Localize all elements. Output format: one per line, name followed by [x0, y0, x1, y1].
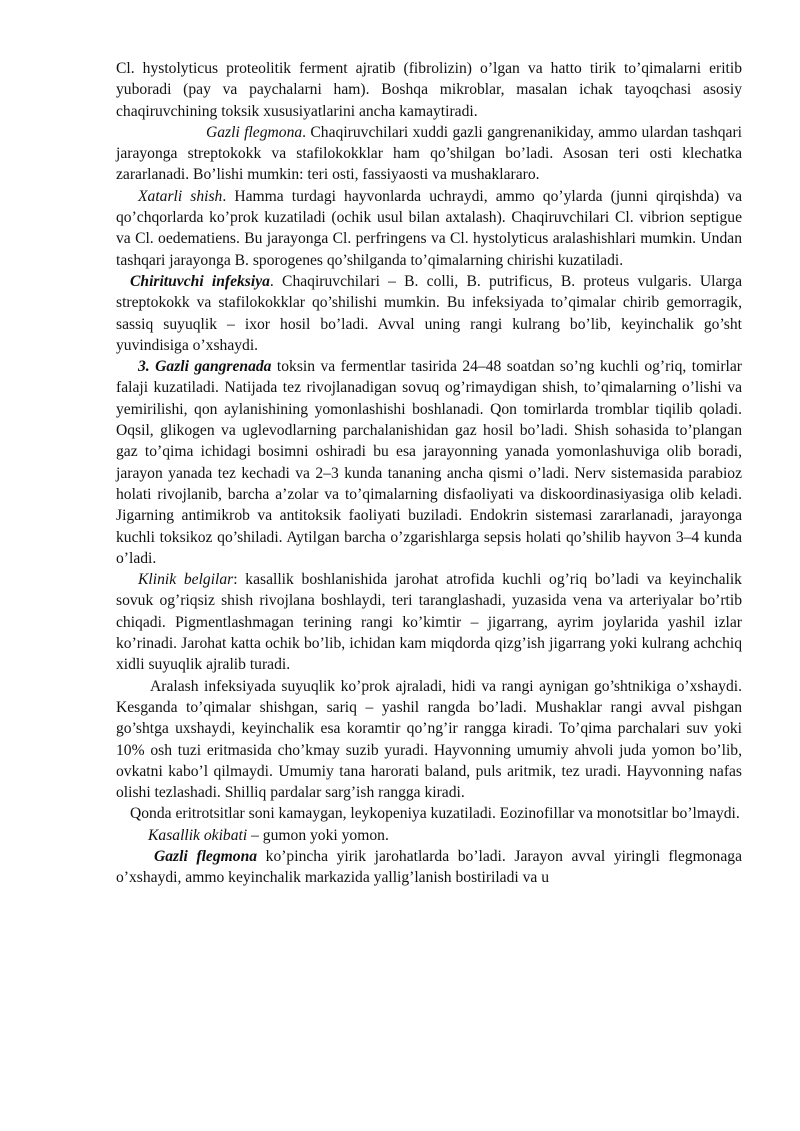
- paragraph-text: Cl. hystolyticus proteolitik ferment ajratib (fibrolizin) o’lgan va hatto tirik to’qimalarni eritib yuboradi (pay va paychalarni ham). Boshqa mikroblar, masalan ichak tayoqchasi asosiy chaqiruvchining toksik xususiyatlarini ancha kamaytiradi.: [116, 60, 742, 120]
- paragraph-text: – gumon yoki yomon.: [247, 826, 389, 844]
- paragraph-text: Aralash infeksiyada suyuqlik ko’prok ajraladi, hidi va rangi aynigan go’shtnikiga o’xshaydi. Kesganda to’qimalar shishgan, sariq – yashil rangda bo’ladi. Mushaklar rangi avval pishgan go’shtga uxshaydi, keyinchalik esa koramtir qo’ng’ir rangga kiradi. To’qima parchalari suv yoki 10% osh tuzi eritmasida cho’kmay suzib yuradi. Hayvonning umumiy ahvoli juda yomon bo’lib, ovkatni kabo’l qilmaydi. Umumiy tana harorati baland, puls aritmik, tez uradi. Hayvonning nafas olishi tezlashadi. Shilliq pardalar sarg’ish rangga kiradi.: [116, 677, 742, 802]
- paragraph-prognosis: [116, 825, 742, 846]
- paragraph-gas-phlegmon-2: [116, 846, 742, 889]
- term-gas-phlegmon: Gazli flegmona: [206, 123, 303, 141]
- paragraph-text: : kasallik boshlanishida jarohat atrofida kuchli og’riq bo’ladi va keyinchalik sovuk og’riqsiz shish rivojlana boshlaydi, teri taranglashadi, yuzasida vena va arteriyalar bo’rtib chiqadi. Pigmentlashmagan terining rangi ko’kimtir – jigarrang, ayrim joylarida yashil izlar ko’rinadi. Jarohat katta ochik bo’lib, ichidan kam miqdorda qizg’ish jigarrang yoki kulrang achchiq xidli suyuqlik ajralib turadi.: [116, 571, 742, 674]
- term-malignant-edema: Xatarli shish: [138, 187, 223, 205]
- paragraph-text: ko’pincha yirik jarohatlarda bo’ladi. Jarayon avval yiringli flegmonaga o’xshaydi, ammo keyinchalik markazida yallig’lanish bostiriladi va u: [116, 847, 742, 887]
- paragraph-gas-phlegmon: [116, 122, 742, 186]
- paragraph-text: . Chaqiruvchilari – B. colli, B. putrificus, B. proteus vulgaris. Ularga streptokokk va stafilokokklar qo’shilishi mumkin. Bu infeksiyada to’qimalar chirib gemorragik, sassiq suyuqlik – ixor hosil bo’ladi. Avval uning rangi kulrang bo’lib, keyinchalik go’sht yuvindisiga o’xshaydi.: [116, 272, 743, 354]
- paragraph-malignant-edema: [116, 186, 742, 271]
- term-clinical-signs: Klinik belgilar: [138, 571, 234, 589]
- paragraph-proteolytic-enzyme: [116, 58, 742, 122]
- paragraph-text: . Hamma turdagi hayvonlarda uchraydi, ammo qo’ylarda (junni qirqishda) va qo’chqorlarda ko’prok kuzatiladi (ochik usul bilan axtalash). Chaqiruvchilari Cl. vibrion septigue va Cl. oedematiens. Bu jarayonga Cl. perfringens va Cl. hystolyticus aralashishlari mumkin. Undan tashqari jarayonga B. sporogenes qo’shilganda to’qimalarning chirishi kuzatiladi.: [116, 187, 742, 269]
- paragraph-text: . Chaqiruvchilari xuddi gazli gangrenanikiday, ammo ulardan tashqari jarayonga streptokokk va stafilokokklar ham qo’shilgan bo’ladi. Asosan teri osti klechatka zararlanadi. Bo’lishi mumkin: teri osti, fassiyaosti va mushaklararo.: [116, 123, 742, 184]
- term-gas-gangrene: 3. Gazli gangrenada: [138, 358, 272, 376]
- paragraph-mixed-infection: [116, 676, 742, 804]
- document-page: [116, 58, 742, 889]
- term-gas-phlegmon-2: Gazli flegmona: [154, 847, 258, 865]
- paragraph-text: toksin va fermentlar tasirida 24–48 soatdan so’ng kuchli og’riq, tomirlar falaji kuzatiladi. Natijada tez rivojlanadigan sovuq og’rimaydigan shish, to’qimalarning o’lishi va yemirilishi, qon aylanishining yomonlashishi boshlanadi. Qon tomirlarda tromblar tiqilib qoladi. Oqsil, glikogen va uglevodlarning parchalanishidan gaz hosil bo’ladi. Shish sohasida to’plangan gaz to’qima ichidagi bosimni oshiradi bu esa jarayonning yanada yomonlashuviga olib boradi, jarayon yanada tez kechadi va 2–3 kunda tananing ancha qismi o’ladi. Nerv sistemasida parabioz holati rivojlanib, barcha a’zolar va to’qimalarning disfaoliyati va diskoordinasiyasiga olib keladi. Jigarning antimikrob va antitoksik faoliyati buziladi. Endokrin sistemasi zararlanadi, jarayonga kuchli toksikoz qo’shiladi. Aytilgan barcha o’zgarishlarga sepsis holati qo’shilib hayvon 3–4 kunda o’ladi.: [116, 358, 742, 567]
- paragraph-putrefactive-infection: [116, 271, 742, 356]
- term-putrefactive-infection: Chirituvchi infeksiya: [130, 272, 270, 290]
- paragraph-clinical-signs: [116, 569, 742, 675]
- term-prognosis: Kasallik okibati: [148, 826, 248, 844]
- paragraph-gas-gangrene: [116, 356, 742, 569]
- paragraph-blood-findings: [116, 803, 742, 824]
- paragraph-text: Qonda eritrotsitlar soni kamaygan, leykopeniya kuzatiladi. Eozinofillar va monotsitlar bo’lmaydi.: [130, 805, 740, 823]
